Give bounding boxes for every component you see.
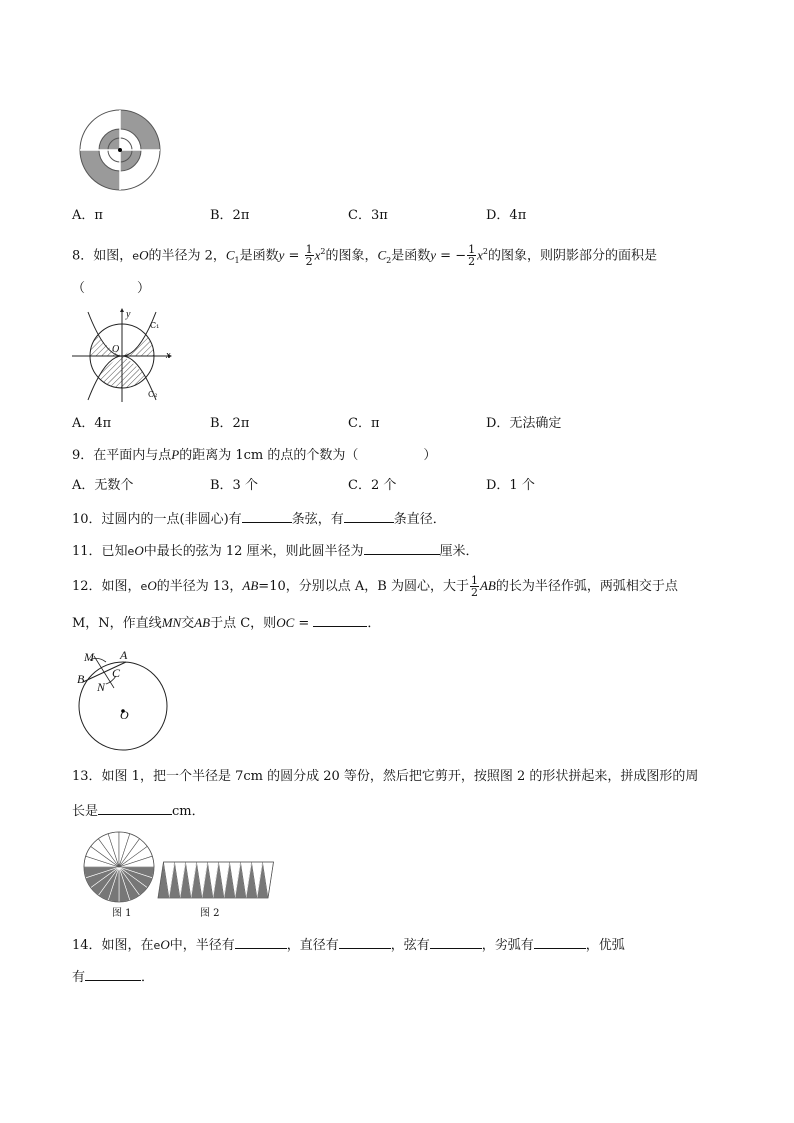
q8-question: 8．如图，eO的半径为 2，$C_1$是函数y = $\frac{1}{2}$ $x^2$的图象，$C_2$是函数y = − $\frac{1}{2}$ $x^2$的图象，则阴影部分的面积是 bbox=[72, 243, 658, 269]
q8-option-b: B．2π bbox=[210, 416, 250, 431]
q14-question-line1: 14．如图，在eO中，半径有 ，直径有 ，弦有 ，劣弧有 ，优弧 bbox=[72, 934, 625, 956]
q11-question: 11．已知eO中最长的弦为 12 厘米，则此圆半径为 厘米． bbox=[72, 540, 479, 562]
q7-option-a: A．π bbox=[72, 208, 103, 223]
q14-blank-radius[interactable] bbox=[235, 934, 287, 949]
q7-option-c: C．3π bbox=[348, 208, 388, 223]
circle-symbol: e bbox=[153, 939, 161, 952]
q12-fig-b-label: B bbox=[77, 672, 85, 686]
q8-fig-c1-label: C₁ bbox=[150, 321, 160, 330]
q7-option-b: B．2π bbox=[210, 208, 250, 223]
q8-fig-o-label: O bbox=[112, 344, 120, 355]
q7-option-d: D．4π bbox=[486, 208, 527, 223]
q13-blank[interactable] bbox=[98, 800, 172, 815]
q8-fig-x-label: x bbox=[166, 350, 171, 361]
q12-question-line1: 12．如图，eO的半径为 13，AB=10，分别以点 A，B 为圆心，大于 $\frac{1}{2}$ AB的长为半径作弧，两弧相交于点 bbox=[72, 574, 678, 599]
q9-question: 9．在平面内与点P的距离为 1cm 的点的个数为（ ） bbox=[72, 447, 437, 463]
q10-blank-2[interactable] bbox=[344, 508, 394, 523]
q9-option-b: B．3 个 bbox=[210, 478, 258, 493]
q13-figure-1-circle bbox=[82, 830, 156, 904]
q8-option-d: D．无法确定 bbox=[486, 416, 562, 431]
circle-symbol: e bbox=[127, 545, 135, 558]
q12-fig-o-label: O bbox=[120, 708, 129, 722]
q14-blank-minor-arc[interactable] bbox=[534, 934, 586, 949]
q12-blank[interactable] bbox=[313, 612, 367, 627]
q12-fig-c-label: C bbox=[112, 666, 121, 680]
q8-option-a: A．4π bbox=[72, 416, 112, 431]
q12-fig-n-label: N bbox=[97, 680, 106, 694]
q12-fig-m-label: M bbox=[84, 650, 94, 664]
q13-question-line1: 13．如图 1，把一个半径是 7cm 的圆分成 20 等份，然后把它剪开，按照图 2 的形状拼起来，拼成图形的周 bbox=[72, 769, 699, 784]
fraction-half: $\frac{1}{2}$ bbox=[470, 574, 478, 599]
q13-fig1-caption: 图 1 bbox=[112, 908, 132, 919]
q11-blank[interactable] bbox=[364, 540, 440, 555]
q12-question-line2: M，N，作直线MN交AB于点 C，则OC = ． bbox=[72, 612, 380, 634]
q10-question: 10．过圆内的一点(非圆心)有 条弦，有 条直径． bbox=[72, 508, 446, 530]
q14-blank-major-arc[interactable] bbox=[85, 966, 141, 981]
q13-figure-2-parallelogram bbox=[156, 860, 278, 900]
fraction-half: $\frac{1}{2}$ bbox=[305, 243, 313, 269]
q13-fig2-caption: 图 2 bbox=[200, 908, 220, 919]
q12-fig-a-label: A bbox=[120, 648, 128, 662]
q8-option-c: C．π bbox=[348, 416, 380, 431]
q7-ring-figure bbox=[78, 108, 162, 192]
circle-symbol: e bbox=[140, 580, 148, 593]
q9-option-d: D．1 个 bbox=[486, 478, 535, 493]
q14-question-line2: 有 ． bbox=[72, 966, 154, 988]
q14-blank-chord[interactable] bbox=[430, 934, 482, 949]
circle-symbol: e bbox=[132, 249, 140, 263]
q9-option-a: A．无数个 bbox=[72, 478, 134, 493]
q8-fig-y-label: y bbox=[126, 309, 131, 320]
fraction-half: $\frac{1}{2}$ bbox=[468, 243, 476, 269]
q8-fig-c2-label: C₂ bbox=[148, 390, 158, 399]
q8-answer-paren: （ ） bbox=[72, 281, 151, 296]
q10-blank-1[interactable] bbox=[242, 508, 292, 523]
q9-option-c: C．2 个 bbox=[348, 478, 397, 493]
q14-blank-diameter[interactable] bbox=[339, 934, 391, 949]
q13-question-line2: 长是 cm． bbox=[72, 800, 205, 822]
